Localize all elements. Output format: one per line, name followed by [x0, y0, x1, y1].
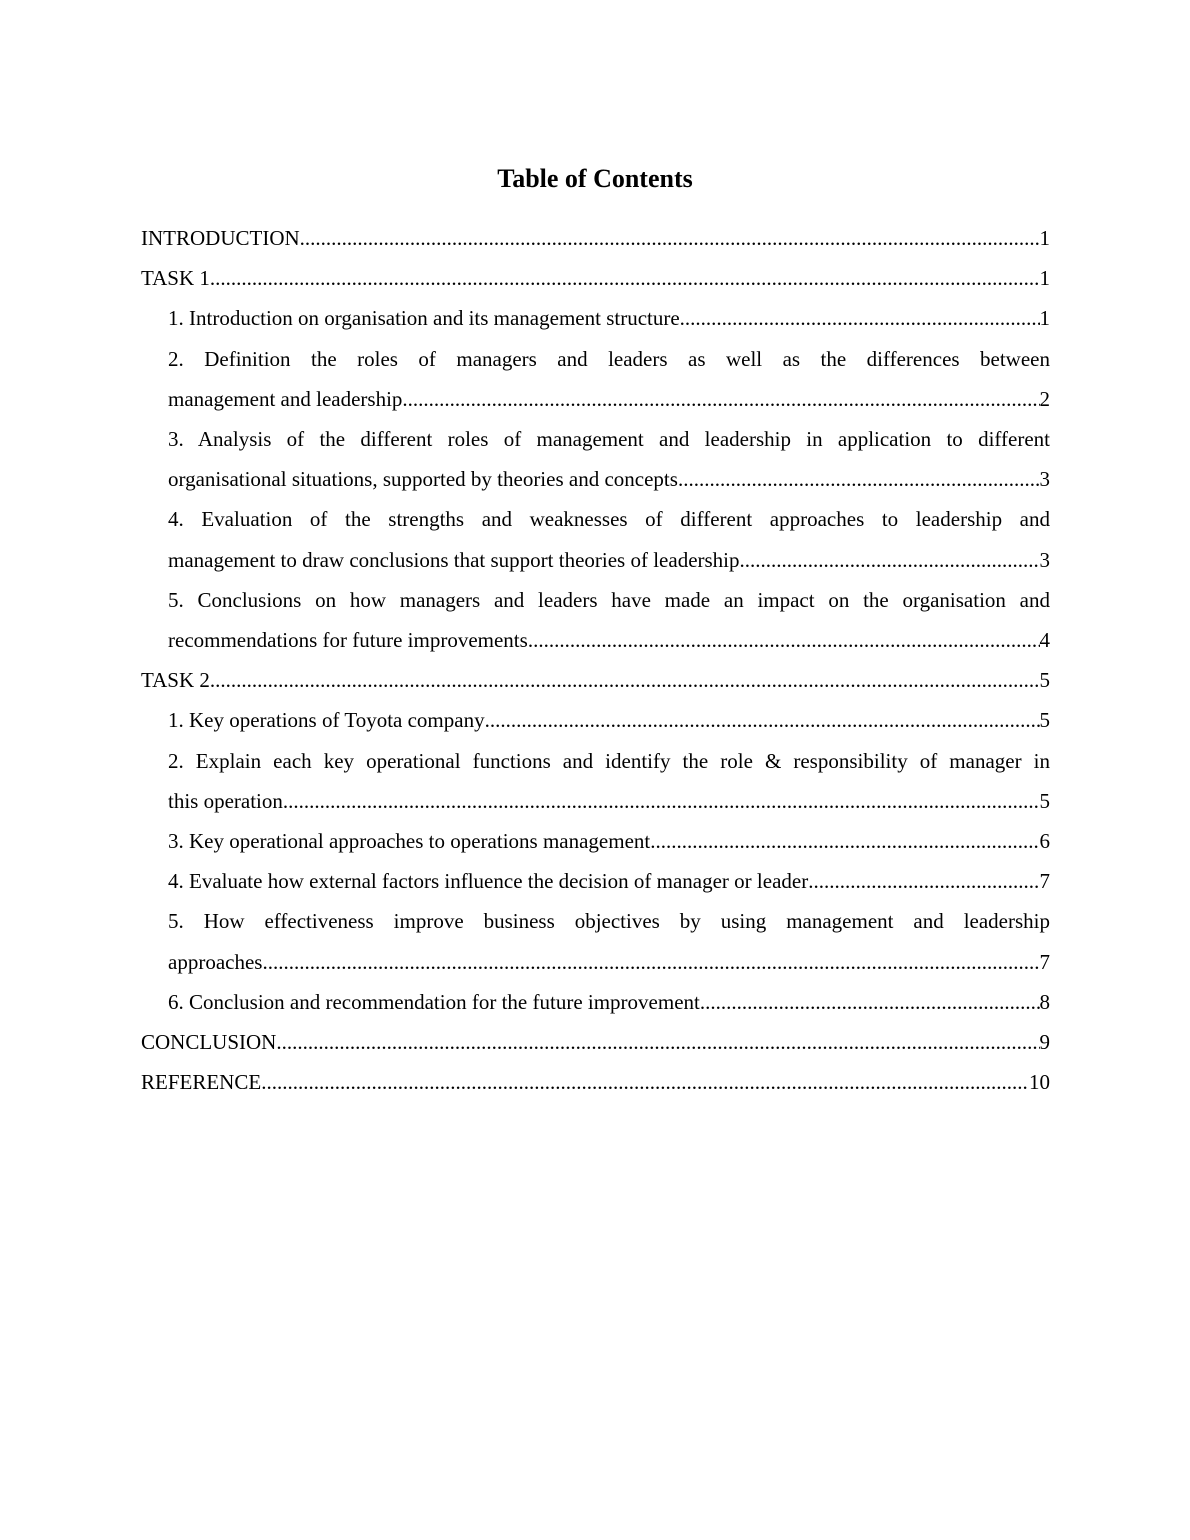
toc-entry[interactable]: [141, 258, 1050, 298]
toc-entry-title: 6. Conclusion and recommendation for the future improvement: [168, 989, 700, 1014]
toc-dot-leader: [485, 700, 1040, 740]
toc-page-number: 4: [1039, 628, 1050, 653]
toc-entry-text-line: 3. Analysis of the different roles of management and leadership in application to different: [168, 427, 1050, 452]
toc-dot-leader: [402, 379, 1039, 419]
toc-entry[interactable]: [168, 419, 1050, 499]
toc-dot-leader: [808, 861, 1039, 901]
toc-entry-line: [141, 1022, 1050, 1062]
toc-entry-title: management to draw conclusions that support theories of leadership: [168, 547, 740, 572]
toc-page-number: 5: [1039, 668, 1050, 693]
toc-entry[interactable]: [141, 218, 1050, 258]
toc-entry-title: 3. Key operational approaches to operations management: [168, 829, 651, 854]
toc-page-number: 7: [1039, 949, 1050, 974]
toc-entry[interactable]: [168, 901, 1050, 981]
toc-entry-line: [168, 540, 1050, 580]
toc-page-number: 3: [1039, 547, 1050, 572]
toc-entry[interactable]: [168, 580, 1050, 660]
toc-entry-line: [141, 1062, 1050, 1102]
toc-entry-line: [168, 459, 1050, 499]
toc-page-number: 10: [1029, 1070, 1050, 1095]
toc-title: Table of Contents: [497, 164, 693, 193]
table-of-contents: [141, 218, 1050, 1102]
toc-entry-line: [168, 700, 1050, 740]
toc-entry[interactable]: [168, 741, 1050, 821]
toc-entry-line: [141, 660, 1050, 700]
toc-entry-text-line: 5. Conclusions on how managers and leaders have made an impact on the organisation and: [168, 587, 1050, 612]
toc-dot-leader: [680, 298, 1040, 338]
toc-page-number: 6: [1039, 829, 1050, 854]
toc-entry[interactable]: [168, 339, 1050, 419]
toc-dot-leader: [650, 821, 1039, 861]
toc-page-number: 9: [1039, 1030, 1050, 1055]
toc-dot-leader: [740, 540, 1040, 580]
toc-dot-leader: [528, 620, 1040, 660]
toc-dot-leader: [678, 459, 1040, 499]
toc-entry-title: this operation: [168, 788, 283, 813]
toc-entry[interactable]: [141, 1062, 1050, 1102]
toc-page-number: 7: [1039, 869, 1050, 894]
toc-entry-title: organisational situations, supported by theories and concepts: [168, 467, 678, 492]
toc-page-number: 1: [1039, 266, 1050, 291]
toc-dot-leader: [300, 218, 1040, 258]
toc-entry-title: 1. Key operations of Toyota company: [168, 708, 485, 733]
toc-entry-text-line: 5. How effectiveness improve business objectives by using management and leadership: [168, 909, 1050, 934]
toc-entry[interactable]: [168, 700, 1050, 740]
toc-entry-title: 4. Evaluate how external factors influence the decision of manager or leader: [168, 869, 809, 894]
toc-dot-leader: [262, 942, 1039, 982]
toc-entry[interactable]: [168, 298, 1050, 338]
toc-dot-leader: [210, 660, 1040, 700]
toc-entry[interactable]: [168, 982, 1050, 1022]
toc-entry-title: TASK 1: [141, 266, 210, 291]
toc-entry[interactable]: [141, 660, 1050, 700]
toc-entry-text-line: 2. Definition the roles of managers and leaders as well as the differences between: [168, 346, 1050, 371]
toc-entry-line: [168, 821, 1050, 861]
toc-dot-leader: [283, 781, 1040, 821]
toc-entry-line: [141, 258, 1050, 298]
toc-dot-leader: [700, 982, 1040, 1022]
toc-entry-line: [168, 298, 1050, 338]
toc-page-number: 8: [1039, 989, 1050, 1014]
toc-entry-line: [168, 861, 1050, 901]
toc-entry-title: INTRODUCTION: [141, 226, 300, 250]
toc-page-number: 2: [1039, 386, 1050, 411]
toc-entry-line: [168, 781, 1050, 821]
toc-page-number: 5: [1039, 708, 1050, 733]
toc-entry-title: TASK 2: [141, 668, 210, 693]
toc-dot-leader: [210, 258, 1040, 298]
toc-entry-title: 1. Introduction on organisation and its management structure: [168, 306, 680, 331]
toc-entry-line: [168, 942, 1050, 982]
toc-entry-title: CONCLUSION: [141, 1030, 277, 1055]
toc-dot-leader: [261, 1062, 1029, 1102]
toc-entry-line: [168, 620, 1050, 660]
toc-entry[interactable]: [168, 499, 1050, 579]
toc-dot-leader: [276, 1022, 1039, 1062]
toc-entry-title: REFERENCE: [141, 1070, 262, 1095]
toc-entry[interactable]: [141, 1022, 1050, 1062]
toc-entry[interactable]: [168, 861, 1050, 901]
toc-entry-line: [168, 982, 1050, 1022]
toc-page-number: 1: [1039, 306, 1050, 331]
toc-entry-title: management and leadership: [168, 386, 403, 411]
toc-page-number: 1: [1039, 226, 1050, 250]
toc-page-number: 3: [1039, 467, 1050, 492]
toc-entry-line: [141, 218, 1050, 258]
toc-entry-text-line: 2. Explain each key operational functions and identify the role & responsibility of manager in: [168, 748, 1050, 773]
toc-entry-text-line: 4. Evaluation of the strengths and weaknesses of different approaches to leadership and: [168, 507, 1050, 532]
toc-entry-title: approaches: [168, 949, 263, 974]
toc-page-number: 5: [1039, 788, 1050, 813]
toc-entry-title: recommendations for future improvements: [168, 628, 528, 653]
toc-entry[interactable]: [168, 821, 1050, 861]
toc-entry-line: [168, 379, 1050, 419]
